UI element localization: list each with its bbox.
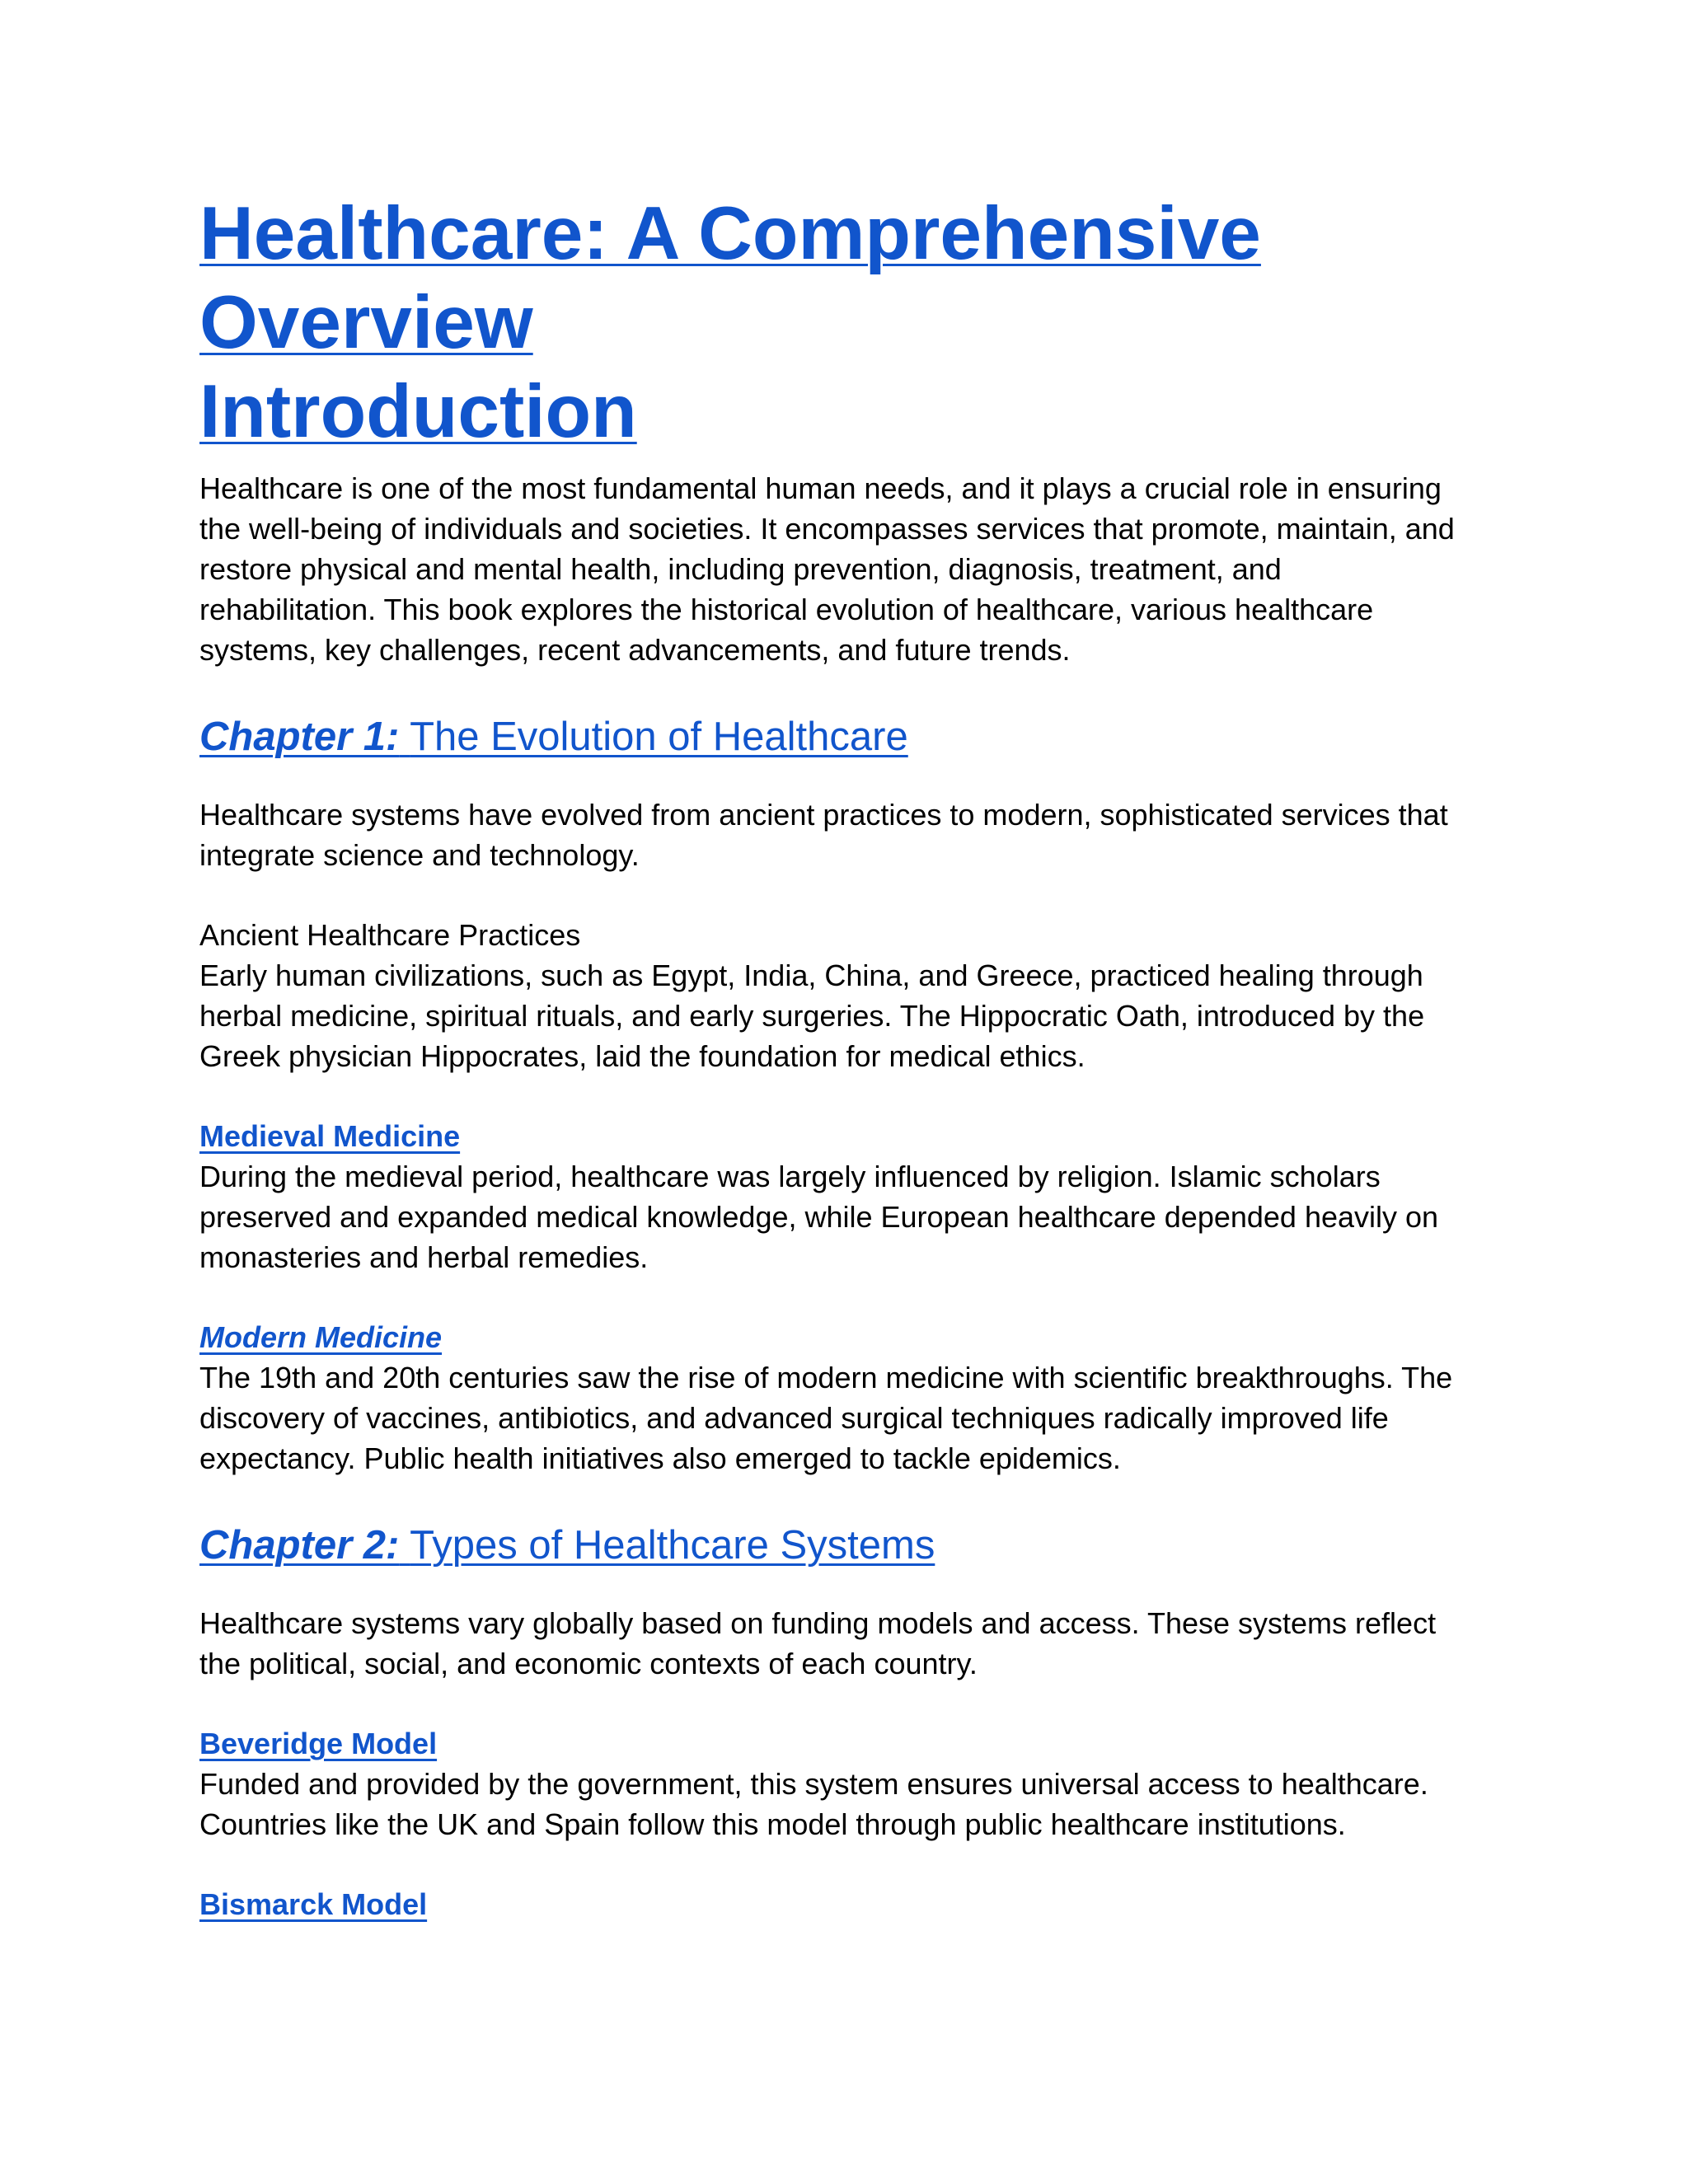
paragraph-line: preserved and expanded medical knowledge, while European healthcare depended heavily on xyxy=(199,1200,1439,1234)
title-line-2[interactable]: Overview xyxy=(199,281,533,364)
paragraph-line: Countries like the UK and Spain follow this model through public healthcare institutions. xyxy=(199,1807,1346,1841)
intro-line: systems, key challenges, recent advancements, and future trends. xyxy=(199,633,1071,667)
intro-line: the well-being of individuals and societies. It encompasses services that promote, maintain, and xyxy=(199,512,1455,546)
medieval-medicine-paragraph xyxy=(199,1156,1510,1277)
paragraph-line: expectancy. Public health initiatives also emerged to tackle epidemics. xyxy=(199,1441,1121,1475)
chapter-2-number[interactable]: Chapter 2: xyxy=(199,1523,400,1568)
chapter-1-link[interactable] xyxy=(199,715,908,759)
intro-line: restore physical and mental health, including prevention, diagnosis, treatment, and xyxy=(199,552,1282,586)
intro-line: Healthcare is one of the most fundamental human needs, and it plays a crucial role in ensuring xyxy=(199,471,1442,505)
modern-medicine-paragraph xyxy=(199,1357,1510,1479)
chapter-2-intro-line: Healthcare systems vary globally based on funding models and access. These systems reflect xyxy=(199,1606,1437,1640)
paragraph-line: Funded and provided by the government, this system ensures universal access to healthcare. xyxy=(199,1767,1428,1801)
chapter-1-number[interactable]: Chapter 1: xyxy=(199,715,400,759)
paragraph-line: Greek physician Hippocrates, laid the foundation for medical ethics. xyxy=(199,1039,1085,1073)
medieval-medicine-heading[interactable] xyxy=(199,1116,1510,1156)
ancient-healthcare-heading: Ancient Healthcare Practices xyxy=(199,918,581,952)
paragraph-line: monasteries and herbal remedies. xyxy=(199,1240,649,1274)
paragraph-line: The 19th and 20th centuries saw the rise of modern medicine with scientific breakthroughs. The xyxy=(199,1361,1453,1394)
beveridge-model-paragraph xyxy=(199,1764,1510,1844)
title-line-1[interactable]: Healthcare: A Comprehensive xyxy=(199,192,1261,275)
document-body xyxy=(199,190,1510,1924)
modern-medicine-heading[interactable] xyxy=(199,1317,1510,1357)
beveridge-model-link[interactable]: Beveridge Model xyxy=(199,1727,438,1760)
title-line-3[interactable]: Introduction xyxy=(199,370,637,453)
chapter-2-title[interactable]: Types of Healthcare Systems xyxy=(410,1523,935,1568)
beveridge-model-heading[interactable] xyxy=(199,1723,1510,1764)
intro-paragraph xyxy=(199,468,1510,670)
ancient-healthcare-paragraph xyxy=(199,955,1510,1076)
paragraph-line: During the medieval period, healthcare was largely influenced by religion. Islamic scholars xyxy=(199,1160,1381,1193)
paragraph-line: Early human civilizations, such as Egypt, India, China, and Greece, practiced healing through xyxy=(199,958,1423,992)
chapter-1-title[interactable]: The Evolution of Healthcare xyxy=(410,715,908,759)
chapter-1-heading[interactable] xyxy=(199,712,1510,762)
chapter-2-link[interactable] xyxy=(199,1523,935,1568)
paragraph-line: discovery of vaccines, antibiotics, and advanced surgical techniques radically improved life xyxy=(199,1401,1389,1435)
title-link[interactable] xyxy=(199,190,1510,457)
modern-medicine-link[interactable]: Modern Medicine xyxy=(199,1320,443,1354)
bismarck-model-link[interactable]: Bismarck Model xyxy=(199,1887,428,1921)
chapter-2-heading[interactable] xyxy=(199,1521,1510,1570)
medieval-medicine-link[interactable]: Medieval Medicine xyxy=(199,1119,461,1153)
document-title[interactable] xyxy=(199,190,1510,457)
paragraph-line: herbal medicine, spiritual rituals, and early surgeries. The Hippocratic Oath, introduced by the xyxy=(199,999,1425,1033)
intro-line: rehabilitation. This book explores the historical evolution of healthcare, various healthcare xyxy=(199,593,1374,626)
chapter-1-intro-line: integrate science and technology. xyxy=(199,838,640,872)
chapter-1-intro xyxy=(199,794,1510,875)
chapter-2-intro-line: the political, social, and economic contexts of each country. xyxy=(199,1647,978,1680)
bismarck-model-heading[interactable] xyxy=(199,1884,1510,1924)
chapter-1-intro-line: Healthcare systems have evolved from ancient practices to modern, sophisticated services that xyxy=(199,798,1448,832)
chapter-2-intro xyxy=(199,1603,1510,1684)
